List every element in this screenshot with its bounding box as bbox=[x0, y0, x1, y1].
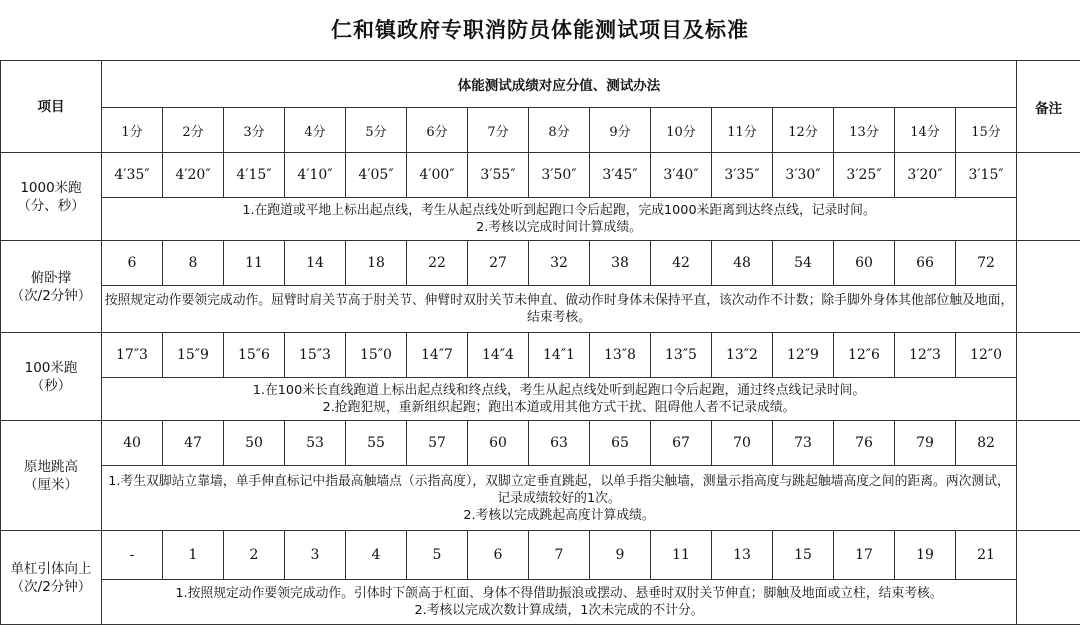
score-threshold-cell: 66 bbox=[895, 241, 956, 286]
score-label: 5分 bbox=[346, 108, 407, 153]
score-label: 4分 bbox=[285, 108, 346, 153]
score-threshold-cell: 48 bbox=[712, 241, 773, 286]
score-threshold-cell: 3′25″ bbox=[834, 153, 895, 198]
score-threshold-cell: 27 bbox=[468, 241, 529, 286]
remark-cell bbox=[1017, 153, 1080, 241]
test-row bbox=[1, 421, 1080, 466]
score-threshold-cell: 40 bbox=[102, 421, 163, 466]
test-item-name bbox=[1, 421, 102, 531]
score-threshold-cell: 60 bbox=[834, 241, 895, 286]
score-threshold-cell: 4′05″ bbox=[346, 153, 407, 198]
score-threshold-cell: 5 bbox=[407, 531, 468, 580]
score-threshold-cell: 14″7 bbox=[407, 333, 468, 378]
score-threshold-cell: 17″3 bbox=[102, 333, 163, 378]
score-threshold-cell: 3′35″ bbox=[712, 153, 773, 198]
score-threshold-cell: 13 bbox=[712, 531, 773, 580]
score-threshold-cell: 4′00″ bbox=[407, 153, 468, 198]
test-row bbox=[1, 531, 1080, 580]
method-line: 2.抢跑犯规，重新组织起跑；跑出本道或用其他方式干扰、阻碍他人者不记录成绩。 bbox=[322, 400, 796, 415]
remark-cell bbox=[1017, 421, 1080, 531]
standards-table bbox=[0, 60, 1080, 625]
score-threshold-cell: 19 bbox=[895, 531, 956, 580]
score-threshold-cell: 4′15″ bbox=[224, 153, 285, 198]
test-item-name bbox=[1, 531, 102, 625]
score-threshold-cell: 3′30″ bbox=[773, 153, 834, 198]
score-threshold-cell: 67 bbox=[651, 421, 712, 466]
score-threshold-cell: 11 bbox=[224, 241, 285, 286]
test-row bbox=[1, 333, 1080, 378]
score-threshold-cell: 12″0 bbox=[956, 333, 1017, 378]
method-row bbox=[1, 466, 1080, 531]
test-row bbox=[1, 241, 1080, 286]
score-threshold-cell: 4′10″ bbox=[285, 153, 346, 198]
score-label: 15分 bbox=[956, 108, 1017, 153]
score-threshold-cell: 6 bbox=[468, 531, 529, 580]
score-threshold-cell: 6 bbox=[102, 241, 163, 286]
remark-cell bbox=[1017, 531, 1080, 625]
score-threshold-cell: 79 bbox=[895, 421, 956, 466]
score-threshold-cell: 50 bbox=[224, 421, 285, 466]
method-row bbox=[1, 286, 1080, 333]
score-threshold-cell: - bbox=[102, 531, 163, 580]
method-row bbox=[1, 198, 1080, 241]
score-threshold-cell: 12″6 bbox=[834, 333, 895, 378]
method-line: 2.考核以完成时间计算成绩。 bbox=[476, 220, 642, 235]
score-threshold-cell: 7 bbox=[529, 531, 590, 580]
score-threshold-cell: 13″5 bbox=[651, 333, 712, 378]
method-line: 2.考核以完成次数计算成绩，1次未完成的不计分。 bbox=[414, 603, 704, 618]
score-threshold-cell: 12″3 bbox=[895, 333, 956, 378]
header-row bbox=[1, 61, 1080, 108]
score-threshold-cell: 60 bbox=[468, 421, 529, 466]
score-label: 9分 bbox=[590, 108, 651, 153]
remark-cell bbox=[1017, 333, 1080, 421]
test-method bbox=[102, 580, 1017, 625]
test-row bbox=[1, 153, 1080, 198]
score-threshold-cell: 76 bbox=[834, 421, 895, 466]
score-threshold-cell: 14″1 bbox=[529, 333, 590, 378]
score-threshold-cell: 15″0 bbox=[346, 333, 407, 378]
test-method bbox=[102, 378, 1017, 421]
test-method bbox=[102, 198, 1017, 241]
score-threshold-cell: 72 bbox=[956, 241, 1017, 286]
score-threshold-cell: 3′45″ bbox=[590, 153, 651, 198]
score-threshold-cell: 73 bbox=[773, 421, 834, 466]
header-scores-method: 体能测试成绩对应分值、测试办法 bbox=[102, 61, 1017, 108]
score-threshold-cell: 3′55″ bbox=[468, 153, 529, 198]
score-threshold-cell: 32 bbox=[529, 241, 590, 286]
remark-cell bbox=[1017, 241, 1080, 333]
test-item-title: 单杠引体向上 bbox=[10, 560, 92, 577]
test-item-title: 100米跑 bbox=[24, 359, 78, 376]
score-threshold-cell: 82 bbox=[956, 421, 1017, 466]
test-method bbox=[102, 466, 1017, 531]
score-threshold-cell: 3′20″ bbox=[895, 153, 956, 198]
score-label: 13分 bbox=[834, 108, 895, 153]
method-row bbox=[1, 378, 1080, 421]
score-threshold-cell: 3′40″ bbox=[651, 153, 712, 198]
score-threshold-cell: 42 bbox=[651, 241, 712, 286]
page-title: 仁和镇政府专职消防员体能测试项目及标准 bbox=[331, 18, 749, 42]
score-label: 10分 bbox=[651, 108, 712, 153]
score-label: 7分 bbox=[468, 108, 529, 153]
score-threshold-cell: 65 bbox=[590, 421, 651, 466]
method-line: 按照规定动作要领完成动作。屈臂时肩关节高于肘关节、伸臂时双肘关节未伸直、做动作时身体未保持平直，该次动作不计数；除手脚外身体其他部位触及地面，结束考核。 bbox=[104, 293, 1014, 325]
score-threshold-cell: 14 bbox=[285, 241, 346, 286]
test-item-unit: （次/2分钟） bbox=[10, 578, 92, 595]
test-item-unit: （次/2分钟） bbox=[10, 287, 92, 304]
score-threshold-cell: 57 bbox=[407, 421, 468, 466]
method-line: 1.在100米长直线跑道上标出起点线和终点线，考生从起点线处听到起跑口令后起跑，通过终点线记录时间。 bbox=[252, 383, 866, 398]
score-threshold-cell: 4′20″ bbox=[163, 153, 224, 198]
score-threshold-cell: 13″8 bbox=[590, 333, 651, 378]
score-threshold-cell: 15″9 bbox=[163, 333, 224, 378]
score-threshold-cell: 11 bbox=[651, 531, 712, 580]
score-threshold-cell: 4′35″ bbox=[102, 153, 163, 198]
score-threshold-cell: 55 bbox=[346, 421, 407, 466]
score-threshold-cell: 13″2 bbox=[712, 333, 773, 378]
score-threshold-cell: 21 bbox=[956, 531, 1017, 580]
score-threshold-cell: 63 bbox=[529, 421, 590, 466]
score-threshold-cell: 15″3 bbox=[285, 333, 346, 378]
test-item-unit: （分、秒） bbox=[17, 197, 85, 214]
score-threshold-cell: 15″6 bbox=[224, 333, 285, 378]
score-label: 11分 bbox=[712, 108, 773, 153]
score-threshold-cell: 12″9 bbox=[773, 333, 834, 378]
test-method bbox=[102, 286, 1017, 333]
score-threshold-cell: 2 bbox=[224, 531, 285, 580]
score-threshold-cell: 47 bbox=[163, 421, 224, 466]
score-threshold-cell: 3′50″ bbox=[529, 153, 590, 198]
score-threshold-cell: 17 bbox=[834, 531, 895, 580]
method-line: 2.考核以完成跳起高度计算成绩。 bbox=[463, 507, 655, 523]
score-label: 6分 bbox=[407, 108, 468, 153]
test-item-title: 原地跳高 bbox=[24, 458, 78, 475]
test-item-unit: （厘米） bbox=[24, 476, 78, 493]
method-row bbox=[1, 580, 1080, 625]
score-threshold-cell: 1 bbox=[163, 531, 224, 580]
score-threshold-cell: 9 bbox=[590, 531, 651, 580]
score-threshold-cell: 15 bbox=[773, 531, 834, 580]
score-threshold-cell: 18 bbox=[346, 241, 407, 286]
test-item-name bbox=[1, 241, 102, 333]
score-label: 8分 bbox=[529, 108, 590, 153]
test-item-title: 1000米跑 bbox=[20, 179, 82, 196]
score-label: 1分 bbox=[102, 108, 163, 153]
score-threshold-cell: 14″4 bbox=[468, 333, 529, 378]
method-line: 1.在跑道或平地上标出起点线，考生从起点线处听到起跑口令后起跑，完成1000米距离到达终点线，记录时间。 bbox=[242, 203, 876, 218]
score-threshold-cell: 53 bbox=[285, 421, 346, 466]
score-label-row bbox=[1, 108, 1080, 153]
score-label: 14分 bbox=[895, 108, 956, 153]
test-item-name bbox=[1, 333, 102, 421]
header-item: 项目 bbox=[1, 61, 102, 153]
score-threshold-cell: 38 bbox=[590, 241, 651, 286]
score-threshold-cell: 70 bbox=[712, 421, 773, 466]
method-line: 1.考生双脚站立靠墙，单手伸直标记中指最高触墙点（示指高度），双脚立定垂直跳起，以单手指尖触墙，测量示指高度与跳起触墙高度之间的距离。两次测试，记录成绩较好的1次。 bbox=[108, 473, 1010, 506]
score-threshold-cell: 3′15″ bbox=[956, 153, 1017, 198]
score-threshold-cell: 3 bbox=[285, 531, 346, 580]
score-label: 3分 bbox=[224, 108, 285, 153]
method-line: 1.按照规定动作要领完成动作。引体时下颌高于杠面、身体不得借助振浪或摆动、悬垂时双肘关节伸直；脚触及地面或立柱，结束考核。 bbox=[175, 586, 943, 601]
test-item-unit: （秒） bbox=[30, 377, 72, 394]
test-item-title: 俯卧撑 bbox=[30, 269, 72, 286]
score-label: 12分 bbox=[773, 108, 834, 153]
score-threshold-cell: 4 bbox=[346, 531, 407, 580]
score-label: 2分 bbox=[163, 108, 224, 153]
score-threshold-cell: 22 bbox=[407, 241, 468, 286]
header-remark: 备注 bbox=[1017, 61, 1080, 153]
test-item-name bbox=[1, 153, 102, 241]
score-threshold-cell: 54 bbox=[773, 241, 834, 286]
score-threshold-cell: 8 bbox=[163, 241, 224, 286]
